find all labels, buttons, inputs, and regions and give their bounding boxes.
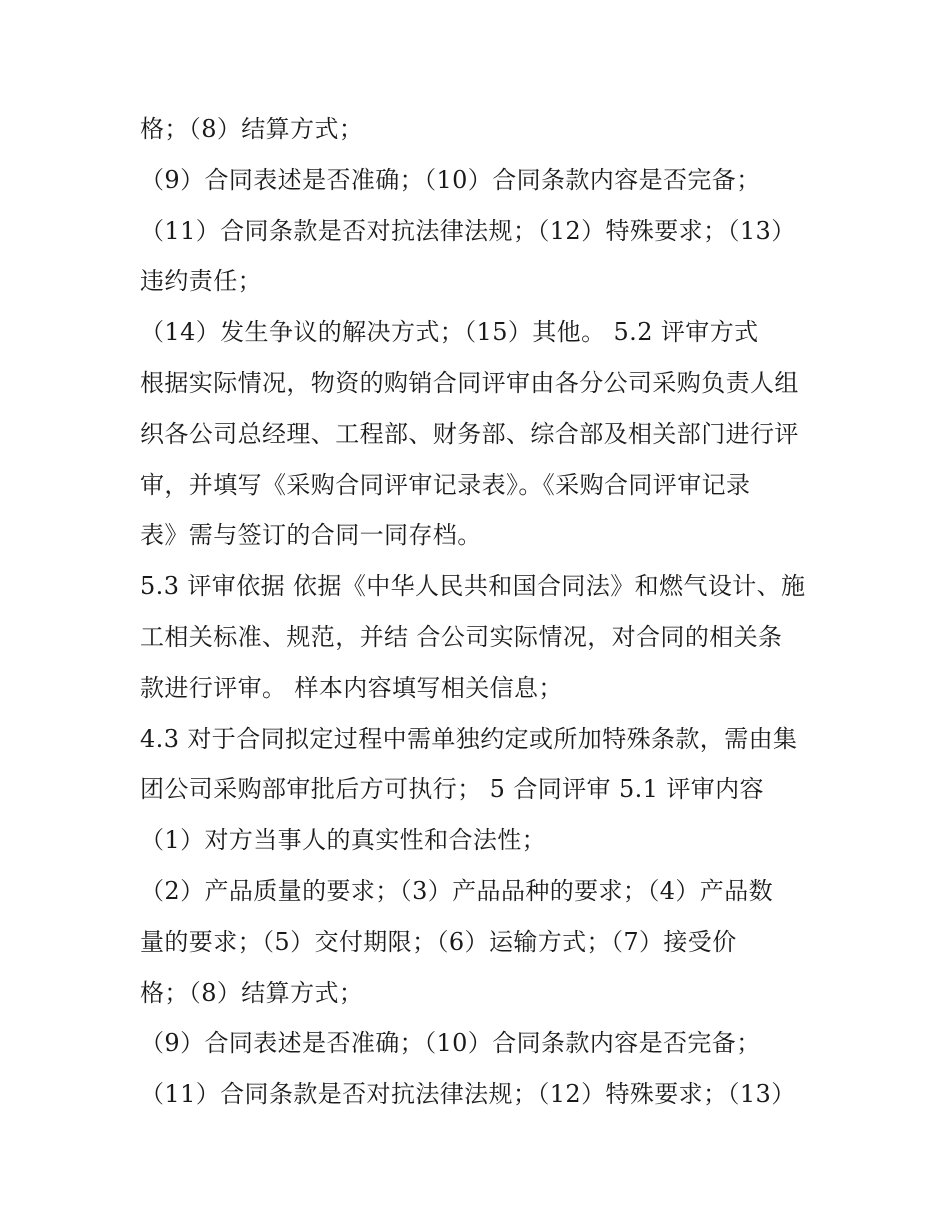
text-line: 团公司采购部审批后方可执行； 5 合同评审 5.1 评审内容	[140, 775, 764, 804]
document-body	[140, 104, 820, 1120]
text-line: 款进行评审。 样本内容填写相关信息；	[140, 673, 563, 702]
text-line: 4.3 对于合同拟定过程中需单独约定或所加特殊条款，需由集	[140, 724, 798, 753]
text-line: 量的要求；（5）交付期限；（6）运输方式；（7）接受价	[140, 927, 737, 956]
text-line: （2）产品质量的要求；（3）产品品种的要求；（4）产品数	[140, 876, 774, 905]
text-line: （11）合同条款是否对抗法律法规；（12）特殊要求；（13）	[140, 1080, 796, 1109]
text-line: 格；（8）结算方式；	[140, 115, 364, 143]
text-line: （1）对方当事人的真实性和合法性；	[140, 826, 547, 855]
text-line: 格；（8）结算方式；	[140, 978, 364, 1007]
text-line: 5.3 评审依据 依据《中华人民共和国合同法》和燃气设计、施	[140, 572, 806, 601]
text-line: 根据实际情况，物资的购销合同评审由各分公司采购负责人组	[140, 368, 799, 397]
text-line: 违约责任；	[140, 267, 262, 296]
text-line: 工相关标准、规范，并结 合公司实际情况，对合同的相关条	[140, 622, 783, 651]
text-line: （11）合同条款是否对抗法律法规；（12）特殊要求；（13）	[140, 216, 796, 245]
text-line: （9）合同表述是否准确；（10）合同条款内容是否完备；	[140, 165, 761, 194]
text-line: 表》需与签订的合同一同存档。	[140, 521, 482, 550]
text-line: 织各公司总经理、工程部、财务部、综合部及相关部门进行评	[140, 419, 799, 448]
text-line: 审，并填写《采购合同评审记录表》。《采购合同评审记录	[140, 470, 751, 499]
text-line: （14）发生争议的解决方式；（15）其他。 5.2 评审方式	[140, 318, 759, 347]
text-line: （9）合同表述是否准确；（10）合同条款内容是否完备；	[140, 1029, 761, 1058]
